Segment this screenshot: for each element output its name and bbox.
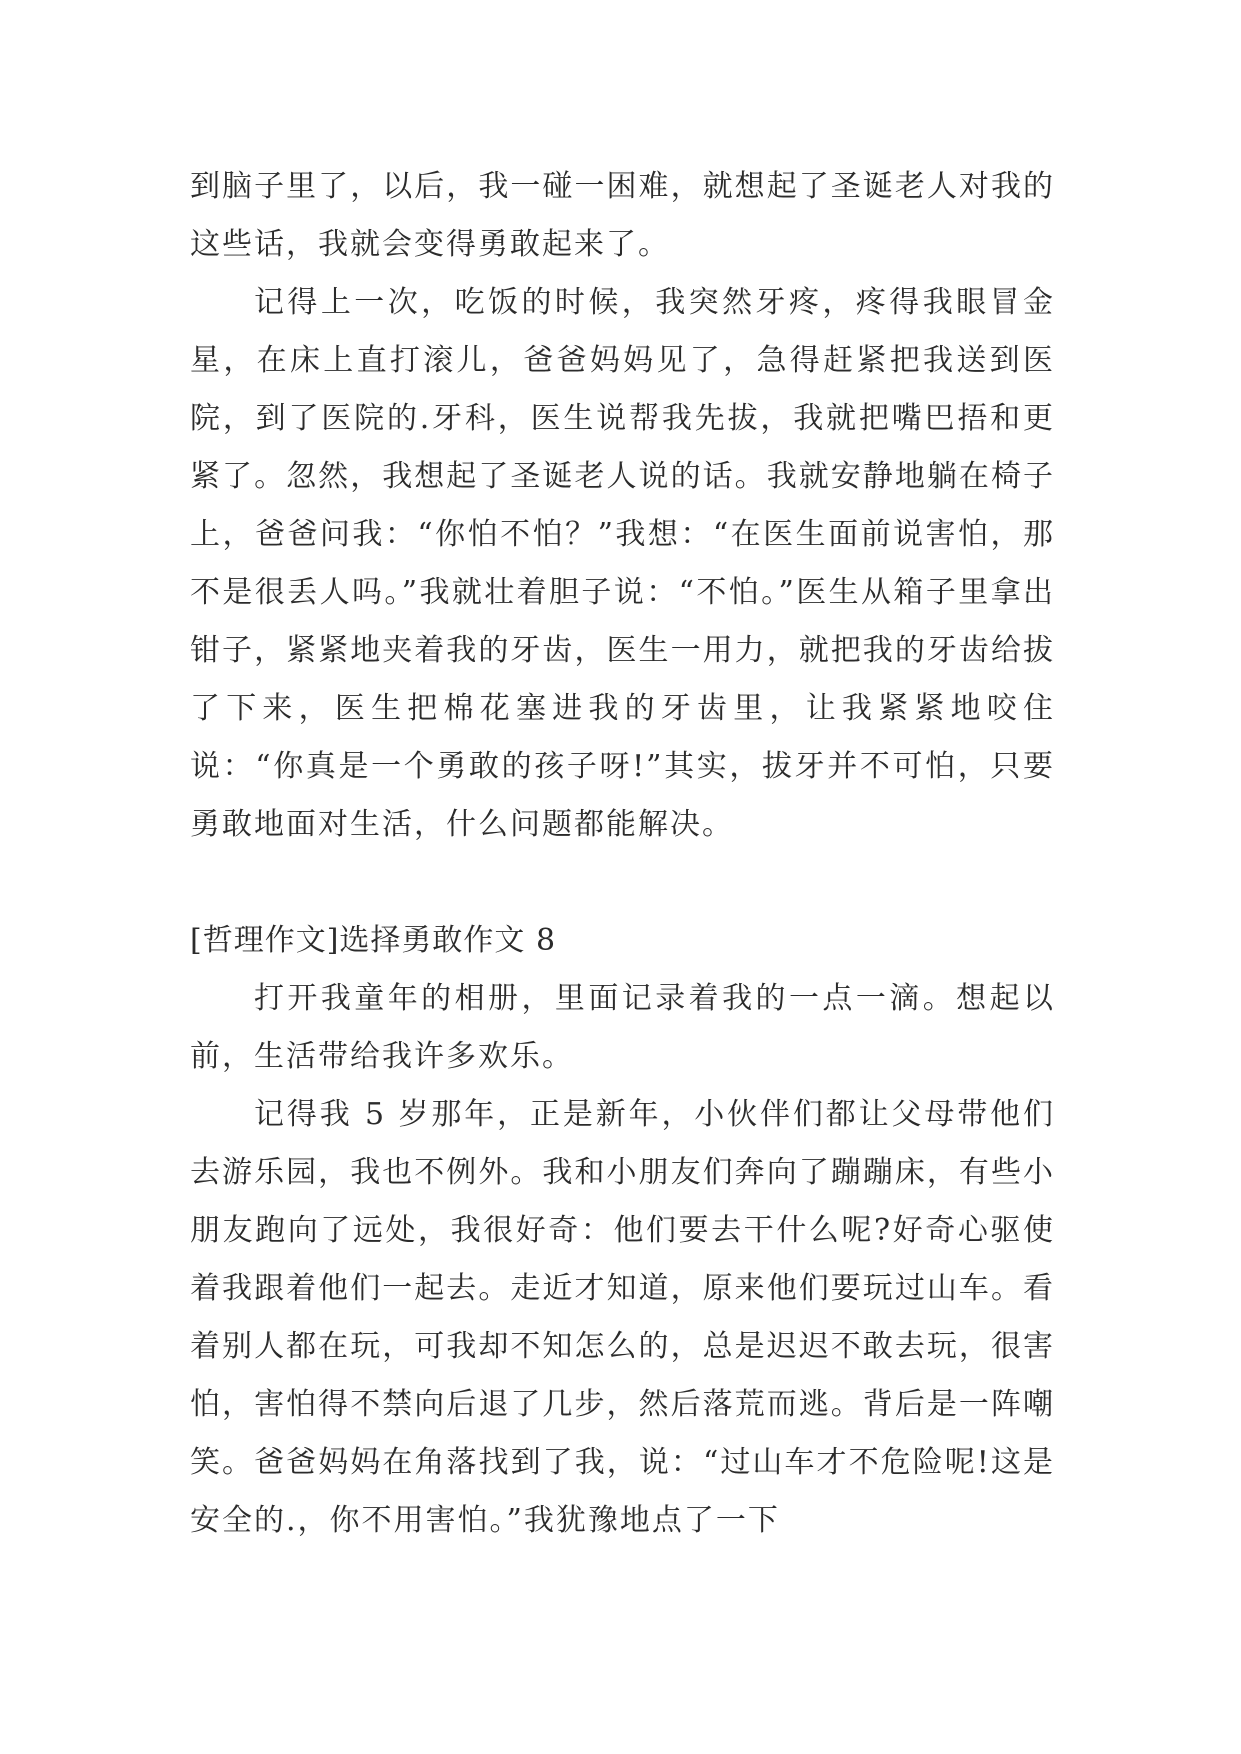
paragraph-3: 打开我童年的相册，里面记录着我的一点一滴。想起以前，生活带给我许多欢乐。	[190, 981, 1055, 1074]
paragraph-4: 记得我 5 岁那年，正是新年，小伙伴们都让父母带他们去游乐园，我也不例外。我和小朋友们奔向了蹦蹦床，有些小朋友跑向了远处，我很好奇：他们要去干什么呢?好奇心驱使着我跟着他们一起去。走近才知道，原来他们要玩过山车。看着别人都在玩，可我却不知怎么的，总是迟迟不敢去玩，很害怕，害怕得不禁向后退了几步，然后落荒而逃。背后是一阵嘲笑。爸爸妈妈在角落找到了我，说：“过山车才不危险呢!这是安全的.，你不用害怕。”我犹豫地点了一下	[190, 1097, 1055, 1538]
paragraph-1: 到脑子里了，以后，我一碰一困难，就想起了圣诞老人对我的这些话，我就会变得勇敢起来了。	[190, 169, 1055, 262]
document-body	[190, 158, 1055, 1550]
section-heading: [哲理作文]选择勇敢作文 8	[190, 923, 557, 958]
paragraph-2: 记得上一次，吃饭的时候，我突然牙疼，疼得我眼冒金星，在床上直打滚儿，爸爸妈妈见了，急得赶紧把我送到医院，到了医院的.牙科，医生说帮我先拔，我就把嘴巴捂和更紧了。忽然，我想起了圣诞老人说的话。我就安静地躺在椅子上，爸爸问我：“你怕不怕？”我想：“在医生面前说害怕，那不是很丢人吗。”我就壮着胆子说：“不怕。”医生从箱子里拿出钳子，紧紧地夹着我的牙齿，医生一用力，就把我的牙齿给拔了下来，医生把棉花塞进我的牙齿里，让我紧紧地咬住说：“你真是一个勇敢的孩子呀!”其实，拔牙并不可怕，只要勇敢地面对生活，什么问题都能解决。	[190, 285, 1055, 842]
